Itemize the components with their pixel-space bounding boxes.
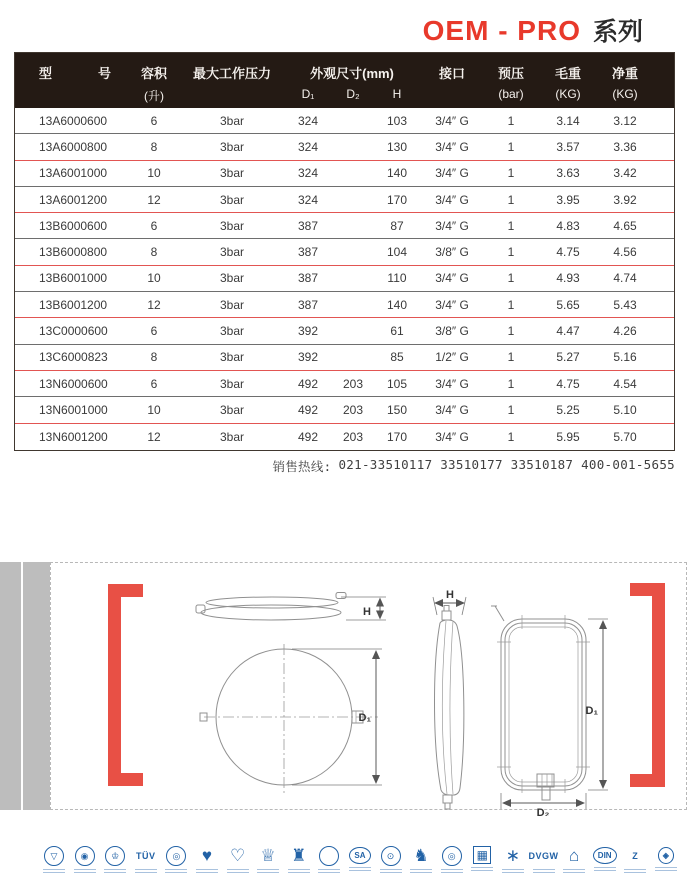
cell-gross: 4.83 [556, 218, 580, 233]
cell-net: 4.54 [613, 376, 637, 391]
cell-precharge: 1 [507, 350, 515, 365]
cert-logo-text: DVGW [528, 851, 559, 861]
cert-logo-caption [318, 869, 340, 873]
cert-logo-text: SA [349, 847, 370, 864]
column-header-interface: 接口 [438, 66, 465, 81]
cell-capacity: 10 [147, 402, 161, 417]
column-header-dimensions: 外观尺寸(mm) D₁ D₂ H [283, 63, 421, 104]
cell-net: 3.36 [613, 139, 637, 154]
cert-logo-glyph: ∗ [505, 846, 521, 865]
sales-hotline [272, 457, 675, 475]
cert-logo-caption [227, 869, 249, 873]
column-header-max-pressure: 最大工作压力 [192, 66, 271, 81]
cell-pressure: 3bar [219, 402, 245, 417]
cell-precharge: 1 [507, 166, 515, 181]
cell-capacity: 6 [150, 113, 158, 128]
table-row [15, 161, 674, 187]
cell-interface: 3/4″ G [435, 139, 469, 154]
cert-diamond-oval-mark [652, 846, 680, 871]
cell-h: 61 [390, 324, 404, 339]
cell-gross: 5.27 [556, 350, 580, 365]
cert-logo-caption [74, 869, 96, 873]
column-header-gross-weight: 毛重 (KG) [554, 66, 581, 101]
cert-logo-caption [502, 869, 524, 873]
cell-precharge: 1 [507, 376, 515, 391]
cert-dvgw-mark [530, 846, 558, 873]
table-header [15, 53, 674, 108]
cell-h: 103 [386, 113, 408, 128]
cell-pressure: 3bar [219, 218, 245, 233]
cert-logo-glyph: ♔ [105, 846, 125, 866]
column-header-model-right: 号 [97, 66, 111, 81]
cert-logo-glyph: ♜ [291, 846, 307, 865]
cert-logo-caption [594, 867, 616, 871]
hotline-label: 销售热线: [272, 459, 332, 474]
cell-capacity: 6 [150, 218, 158, 233]
cell-model: 13N6001000 [39, 402, 108, 417]
cell-gross: 4.93 [556, 271, 580, 286]
column-header-net-weight: 净重 (KG) [611, 66, 638, 101]
cert-logo-glyph: ♞ [413, 846, 429, 865]
cell-pressure: 3bar [219, 113, 245, 128]
cell-interface: 3/4″ G [435, 113, 469, 128]
cell-interface: 3/4″ G [435, 192, 469, 207]
cert-logo-caption [380, 869, 402, 873]
cert-logo-text: ◈ [658, 847, 674, 864]
cell-capacity: 12 [147, 297, 161, 312]
cell-model: 13B6000800 [39, 245, 108, 260]
table-row [15, 187, 674, 213]
cert-seal-circle-mark [162, 846, 190, 873]
table-row [15, 134, 674, 160]
cell-pressure: 3bar [219, 376, 245, 391]
product-spec-table [14, 52, 675, 451]
cell-d1: 324 [297, 113, 319, 128]
cell-capacity: 12 [147, 192, 161, 207]
cell-interface: 3/4″ G [435, 218, 469, 233]
cell-pressure: 3bar [219, 429, 245, 444]
cell-model: 13A6001200 [39, 192, 108, 207]
cert-logo-glyph: ♕ [260, 846, 276, 865]
cell-model: 13B6001200 [39, 297, 108, 312]
cert-eagle-emblem-mark [285, 846, 313, 873]
cell-h: 130 [386, 139, 408, 154]
column-header-d2: D₂ [346, 87, 360, 101]
cell-pressure: 3bar [219, 324, 245, 339]
cert-heart-solid-mark [193, 846, 221, 873]
cert-logo-glyph: ▽ [44, 846, 64, 866]
cert-logo-text: DIN [593, 847, 617, 864]
cell-model: 13A6001000 [39, 166, 108, 181]
cell-gross: 3.63 [556, 166, 580, 181]
cell-net: 4.74 [613, 271, 637, 286]
cell-capacity: 6 [150, 376, 158, 391]
cell-net: 3.92 [613, 192, 637, 207]
cell-net: 5.70 [613, 429, 637, 444]
cert-logo-caption [43, 869, 65, 873]
dimension-label-top-d1: D₁ [358, 712, 371, 724]
cell-gross: 5.65 [556, 297, 580, 312]
cell-h: 85 [390, 350, 404, 365]
cell-net: 3.42 [613, 166, 637, 181]
cell-pressure: 3bar [219, 245, 245, 260]
cell-capacity: 6 [150, 324, 158, 339]
cell-net: 4.56 [613, 245, 637, 260]
table-row [15, 424, 674, 450]
cell-interface: 3/8″ G [435, 245, 469, 260]
cert-logo-glyph: ◎ [166, 846, 186, 866]
cert-logo-text: Z [632, 851, 639, 861]
cell-model: 13N6000600 [39, 376, 108, 391]
cell-capacity: 8 [150, 350, 158, 365]
cell-pressure: 3bar [219, 350, 245, 365]
cell-d1: 492 [297, 376, 319, 391]
cell-precharge: 1 [507, 297, 515, 312]
cell-h: 87 [390, 218, 404, 233]
cert-logo-caption [624, 869, 646, 873]
cell-net: 5.16 [613, 350, 637, 365]
cert-logo-caption [196, 869, 218, 873]
cell-pressure: 3bar [219, 297, 245, 312]
dimension-label-disc-h: H [363, 606, 371, 618]
cell-precharge: 1 [507, 113, 515, 128]
cert-logo-glyph [319, 846, 339, 866]
cell-pressure: 3bar [219, 192, 245, 207]
cell-precharge: 1 [507, 139, 515, 154]
cell-precharge: 1 [507, 324, 515, 339]
disc-side-view-drawing [196, 593, 386, 621]
cert-logo-glyph: ⊙ [381, 846, 401, 866]
cell-d1: 392 [297, 324, 319, 339]
column-header-d1: D₁ [301, 87, 315, 101]
cell-d1: 387 [297, 271, 319, 286]
column-header-model [15, 63, 127, 104]
cell-d1: 387 [297, 297, 319, 312]
cell-gross: 4.75 [556, 245, 580, 260]
cell-precharge: 1 [507, 271, 515, 286]
table-row [15, 292, 674, 318]
table-body [15, 108, 674, 450]
tank-front-view-drawing [491, 606, 608, 816]
cell-capacity: 12 [147, 429, 161, 444]
cell-interface: 3/4″ G [435, 429, 469, 444]
cell-d1: 392 [297, 350, 319, 365]
cell-gross: 5.95 [556, 429, 580, 444]
cert-round-seal-mark [438, 846, 466, 873]
cert-crown-crest-mark [254, 846, 282, 873]
cell-d1: 492 [297, 429, 319, 444]
dimension-label-front-d1: D₁ [585, 705, 598, 717]
cert-roof-house-mark [560, 846, 588, 873]
table-row [15, 108, 674, 134]
column-header-h: H [392, 87, 402, 101]
cert-sa-oval-mark [346, 846, 374, 871]
cert-logo-glyph: ▦ [473, 846, 491, 864]
cell-interface: 1/2″ G [435, 350, 469, 365]
table-row [15, 397, 674, 423]
dimension-label-front-d2: D₂ [536, 807, 550, 816]
tank-top-view-drawing [200, 644, 382, 793]
cell-h: 170 [386, 192, 408, 207]
cell-interface: 3/4″ G [435, 376, 469, 391]
table-row [15, 213, 674, 239]
cert-logo-caption [563, 869, 585, 873]
cell-d1: 324 [297, 166, 319, 181]
cert-logo-caption [165, 869, 187, 873]
cert-z-mark [621, 846, 649, 873]
cell-capacity: 8 [150, 245, 158, 260]
cell-d2: 203 [342, 402, 364, 417]
page-title [423, 12, 643, 48]
cert-logo-glyph: ♡ [229, 846, 246, 865]
series-name-en: OEM - PRO [422, 15, 581, 46]
cert-logo-caption [135, 869, 157, 873]
cert-logo-glyph: ♥ [201, 846, 213, 865]
tank-side-view-drawing [433, 589, 466, 809]
cert-crest-circle-mark [101, 846, 129, 873]
table-row [15, 318, 674, 344]
column-header-precharge: 预压 (bar) [497, 66, 524, 101]
cert-round-stamp-mark [71, 846, 99, 873]
table-row [15, 266, 674, 292]
cell-net: 5.10 [613, 402, 637, 417]
technical-drawings [0, 560, 689, 816]
cell-h: 140 [386, 166, 408, 181]
cert-logos-strip [40, 846, 680, 873]
cell-capacity: 8 [150, 139, 158, 154]
cell-net: 3.12 [613, 113, 637, 128]
column-header-model-left: 型 [39, 66, 53, 81]
cell-precharge: 1 [507, 429, 515, 444]
cert-snowflake-mark [499, 846, 527, 873]
cell-pressure: 3bar [219, 166, 245, 181]
cell-model: 13A6000600 [39, 113, 108, 128]
cell-interface: 3/4″ G [435, 402, 469, 417]
cell-interface: 3/4″ G [435, 271, 469, 286]
cell-h: 104 [386, 245, 408, 260]
cert-tuv-mark [132, 846, 160, 873]
cell-capacity: 10 [147, 166, 161, 181]
cert-gauge-circle-mark [377, 846, 405, 873]
cell-d1: 492 [297, 402, 319, 417]
hotline-numbers: 021-33510117 33510177 33510187 400-001-5655 [338, 457, 675, 472]
cert-heart-outline-mark [224, 846, 252, 873]
cert-logo-caption [471, 867, 493, 871]
cell-pressure: 3bar [219, 139, 245, 154]
cell-d2: 203 [342, 376, 364, 391]
cell-model: 13B6001000 [39, 271, 108, 286]
cell-gross: 3.57 [556, 139, 580, 154]
cert-qr-code-mark [468, 846, 496, 871]
cell-net: 5.43 [613, 297, 637, 312]
cell-h: 150 [386, 402, 408, 417]
cell-h: 110 [387, 271, 407, 286]
cell-interface: 3/4″ G [435, 297, 469, 312]
cert-logo-glyph: ◉ [75, 846, 95, 866]
cert-shield-circle-mark [40, 846, 68, 873]
cell-d1: 387 [297, 245, 319, 260]
cell-interface: 3/8″ G [435, 324, 469, 339]
cell-net: 4.26 [613, 324, 637, 339]
cell-precharge: 1 [507, 218, 515, 233]
dimension-label-side-h: H [446, 589, 454, 601]
cell-h: 105 [386, 376, 408, 391]
cert-din-oval-mark [591, 846, 619, 871]
cell-gross: 5.25 [556, 402, 580, 417]
cell-gross: 3.95 [556, 192, 580, 207]
cell-d2: 203 [342, 429, 364, 444]
cell-gross: 4.75 [556, 376, 580, 391]
cert-logo-glyph: ◎ [442, 846, 462, 866]
series-name-zh: 系列 [592, 18, 643, 46]
cert-logo-caption [104, 869, 126, 873]
cert-logo-caption [257, 869, 279, 873]
column-header-capacity: 容积 (升) [140, 66, 167, 103]
cert-logo-caption [655, 867, 677, 871]
cell-precharge: 1 [507, 402, 515, 417]
cert-logo-caption [441, 869, 463, 873]
cert-logo-text: TÜV [136, 851, 156, 861]
cert-eagle-poland-mark [407, 846, 435, 873]
cell-d1: 324 [297, 139, 319, 154]
cert-logo-caption [410, 869, 432, 873]
cell-model: 13C0000600 [39, 324, 108, 339]
cell-pressure: 3bar [219, 271, 245, 286]
cell-gross: 3.14 [556, 113, 580, 128]
table-row [15, 239, 674, 265]
cell-model: 13A6000800 [39, 139, 108, 154]
cell-model: 13N6001200 [39, 429, 108, 444]
cert-logo-caption [288, 869, 310, 873]
cell-precharge: 1 [507, 245, 515, 260]
cert-logo-caption [533, 869, 555, 873]
cert-ring-seal-mark [315, 846, 343, 873]
cell-h: 170 [386, 429, 408, 444]
cell-gross: 4.47 [556, 324, 580, 339]
table-row [15, 345, 674, 371]
cell-model: 13B6000600 [39, 218, 108, 233]
cell-capacity: 10 [147, 271, 161, 286]
table-row [15, 371, 674, 397]
cell-d1: 387 [297, 218, 319, 233]
cell-d1: 324 [297, 192, 319, 207]
cell-net: 4.65 [613, 218, 637, 233]
cert-logo-glyph: ⌂ [568, 846, 580, 865]
cert-logo-caption [349, 867, 371, 871]
cell-model: 13C6000823 [39, 350, 108, 365]
cell-interface: 3/4″ G [435, 166, 469, 181]
cell-precharge: 1 [507, 192, 515, 207]
cell-h: 140 [386, 297, 408, 312]
